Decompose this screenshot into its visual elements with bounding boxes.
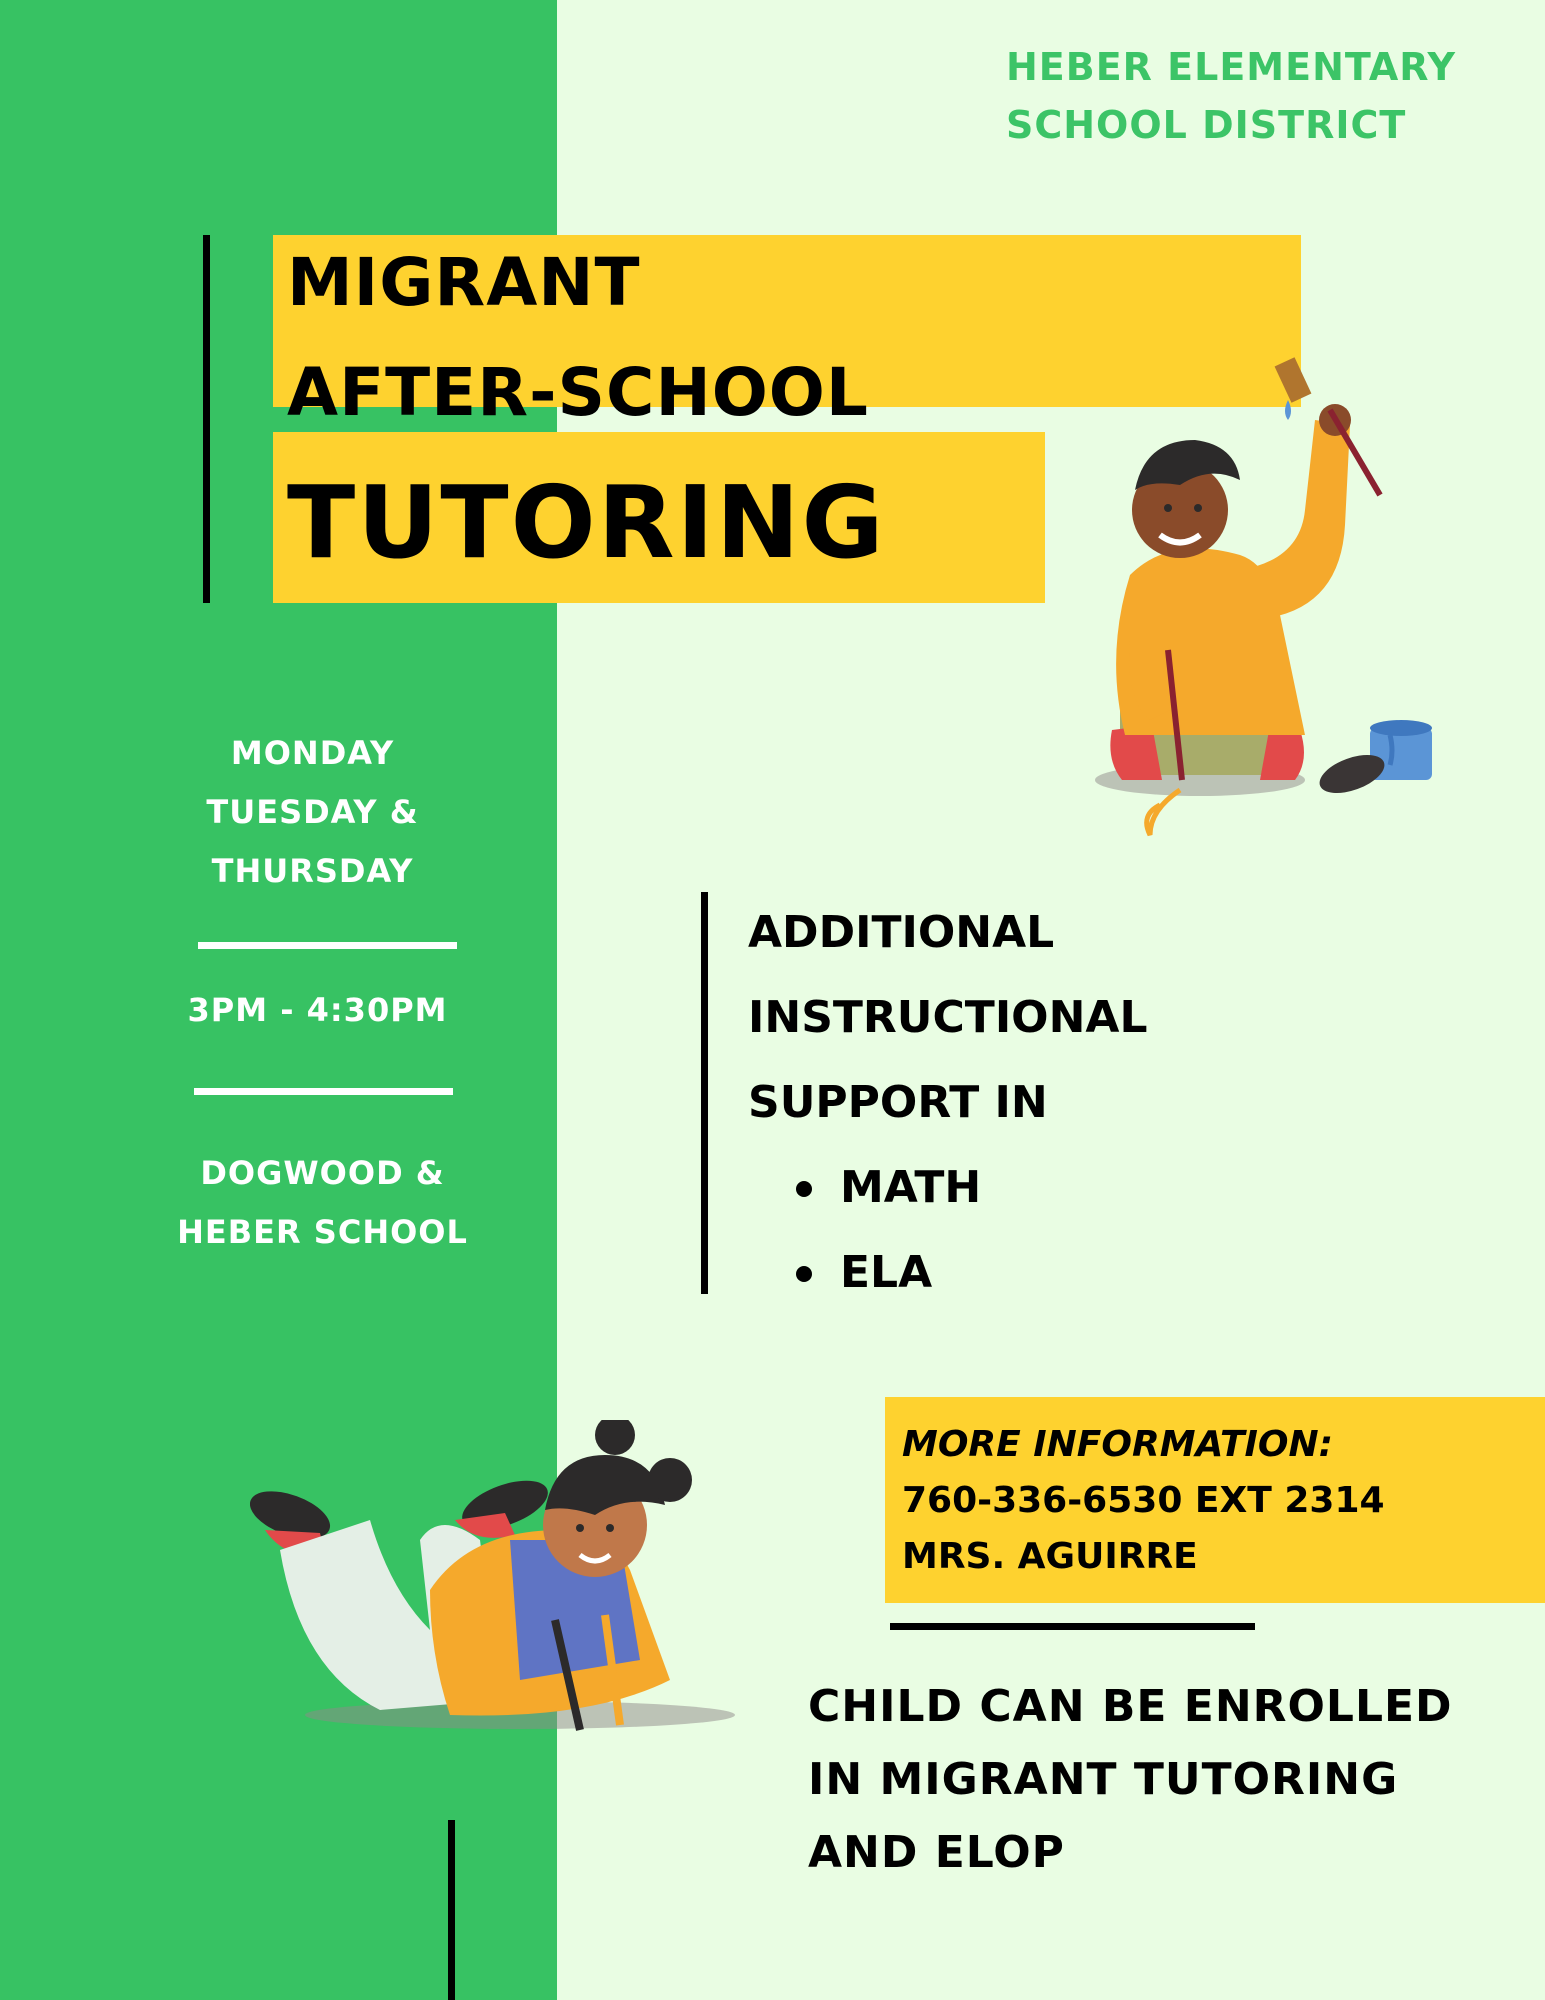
location-heber: HEBER SCHOOL xyxy=(177,1213,468,1251)
enrollment-note xyxy=(808,1670,1453,1889)
bottom-divider xyxy=(448,1820,455,2000)
title-line-migrant: MIGRANT xyxy=(287,244,641,321)
support-divider xyxy=(701,892,708,1294)
boy-painting-illustration xyxy=(1090,340,1450,860)
enrollment-line-2: IN MIGRANT TUTORING xyxy=(808,1754,1399,1805)
title-line-after-school: AFTER-SCHOOL xyxy=(287,354,869,431)
subject-ela: ELA xyxy=(748,1230,1148,1315)
contact-divider xyxy=(890,1623,1255,1630)
title-upper xyxy=(287,228,869,448)
contact-info-box xyxy=(885,1397,1545,1603)
district-name xyxy=(1006,38,1456,154)
contact-label: MORE INFORMATION: xyxy=(902,1424,1334,1465)
girl-drawing-illustration xyxy=(250,1420,760,1740)
title-tutoring: TUTORING xyxy=(287,464,886,581)
day-thursday: THURSDAY xyxy=(211,852,414,890)
schedule-location xyxy=(150,1144,495,1262)
subject-math: MATH xyxy=(748,1145,1148,1230)
location-dogwood: DOGWOOD & xyxy=(200,1154,445,1192)
support-line-1: ADDITIONAL xyxy=(748,907,1055,958)
district-line-1: HEBER ELEMENTARY xyxy=(1006,45,1456,89)
title-divider xyxy=(203,235,210,603)
schedule-divider-1 xyxy=(198,942,457,949)
contact-name: MRS. AGUIRRE xyxy=(902,1536,1198,1577)
subject-list xyxy=(748,1145,1148,1315)
day-monday: MONDAY xyxy=(230,734,395,772)
enrollment-line-3: AND ELOP xyxy=(808,1827,1065,1878)
schedule-days xyxy=(150,724,475,901)
support-line-3: SUPPORT IN xyxy=(748,1077,1048,1128)
schedule-time: 3PM - 4:30PM xyxy=(187,991,448,1029)
enrollment-line-1: CHILD CAN BE ENROLLED xyxy=(808,1681,1453,1732)
schedule-divider-2 xyxy=(194,1088,453,1095)
contact-phone: 760-336-6530 EXT 2314 xyxy=(902,1480,1385,1521)
district-line-2: SCHOOL DISTRICT xyxy=(1006,103,1407,147)
support-line-2: INSTRUCTIONAL xyxy=(748,992,1148,1043)
day-tuesday: TUESDAY & xyxy=(206,793,419,831)
support-text xyxy=(748,890,1148,1315)
